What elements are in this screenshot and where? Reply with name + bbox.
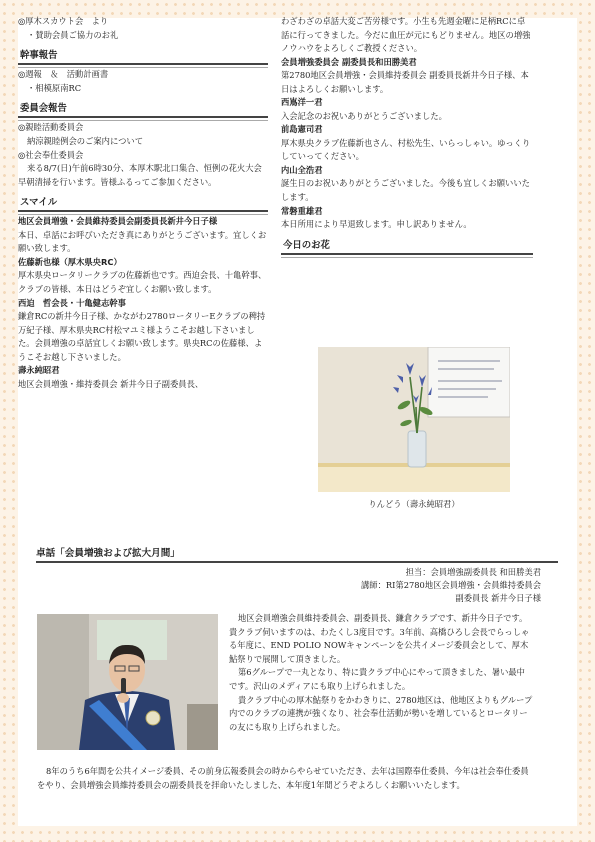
- smile-text: 厚木県央ロータリークラブの佐藤新也です。西迫会長、十亀幹事、クラブの皆様、本日はどうぞ宜しくお願い致します。: [18, 270, 267, 294]
- smile-name: 西迫 哲会長・十亀健志幹事: [18, 297, 126, 308]
- talk-host: 担当：会員増強副委員長 和田勝美君: [405, 567, 541, 577]
- talk-paragraph: 8年のうち6年間を公共イメージ委員、その前身広報委員会の時からやらせていただき、去年は国際奉仕委員、今年は社会奉仕委員をやり、会員増強会員維持委員会の副委員長を拝命いたしました、本年度1年間どうぞよろしくお願いいたします。: [37, 766, 529, 790]
- smile-name: 壽永純昭君: [18, 365, 60, 376]
- flower-heading: 今日のお花: [281, 236, 533, 255]
- flower-photo: [318, 347, 510, 492]
- smile-text: 鎌倉RCの新井今日子様、かながわ2780ロータリーEクラブの稗持万紀子様、厚木県央RC村松マユミ様ようこそお越し下さいました。会員増強の卓話宜しくお願い致します。県央RCの佐藤様、ようこそお越し下さいました。: [18, 310, 266, 362]
- talk-speaker-title: 副委員長 新井今日子様: [455, 593, 541, 603]
- talk-paragraph: 地区会員増強会員維持委員会、副委員長、鎌倉クラブです、新井今日子です。貴クラブ伺いますのは、わたくし3度目です。3年前、高橋ひろし会長でらっしゃる年度に、END POLIO NOWキャンペーンを公共イメージ委員会として、厚木鮎祭りで展開して頂きました。: [229, 613, 530, 664]
- smile-name: 会員増強委員会 副委員長和田勝美君: [281, 56, 417, 67]
- smile-text: 誕生日のお祝いありがとうございました。今後も宜しくお願いいたします。: [281, 178, 530, 202]
- smile-name: 西嶌洋一君: [281, 97, 323, 108]
- talk-title: 卓話「会員増強および拡大月間」: [36, 545, 558, 563]
- talk-paragraph: 貴クラブ中心の厚木鮎祭りをかわきりに、2780地区は、他地区よりもグループ内でのクラブの連携が強くなり、社会奉仕活動が勢いを増しているとロータリーの友にも取り上げられました。: [229, 694, 533, 732]
- kanji-heading: 幹事報告: [18, 46, 268, 65]
- talk-body: [229, 612, 533, 734]
- smile-text: 第2780地区会員増強・会員維持委員会 副委員長新井今日子様、本日はよろしくお願いします。: [281, 70, 529, 94]
- smile-continued-text: わざわざの卓話大変ご苦労様です。小生も先週金曜に足柄RCに卓話に行ってきました。今だに血圧が元にもどりません。地区の増強ノウハウをよろしくご教授ください。: [281, 16, 531, 54]
- speaker-photo: [37, 614, 218, 750]
- flower-caption: りんどう（壽永純昭君）: [368, 499, 460, 509]
- smile-name: 常磐重雄君: [281, 205, 323, 216]
- smile-text: 厚木県央クラブ佐藤新也さん、村松先生、いらっしゃい。ゆっくりしていってください。: [281, 137, 531, 162]
- right-column: [281, 15, 533, 258]
- smile-name: 前島憲司君: [281, 124, 323, 135]
- talk-paragraph: 第6グループで一丸となり、特に貴クラブ中心にやって頂きました、暑い最中です。沢山のメディアにも取り上げられました。: [229, 667, 525, 691]
- shakai-text: 来る8/7(日)午前6時30分、本厚木駅北口集合、恒例の花火大会早朝清掃を行います。皆様ふるってご参加ください。: [18, 163, 262, 187]
- kanji-item: ◎週報 ＆ 活動計画書: [18, 69, 109, 80]
- shinboku-title: ◎親睦活動委員会: [18, 122, 84, 133]
- smile-name: 佐藤新也様（厚木県央RC）: [18, 256, 122, 267]
- smile-text: 本日所用により早退致します。申し訳ありません。: [281, 218, 472, 229]
- kanji-item: ・相模原南RC: [27, 82, 82, 93]
- talk-speaker: 講師：RI第2780地区会員増強・会員維持委員会: [361, 580, 541, 590]
- shakai-title: ◎社会奉仕委員会: [18, 149, 84, 160]
- smile-name: 地区会員増強・会員維持委員会副委員長新井今日子様: [18, 216, 218, 227]
- scout-item: ・賛助会員ご協力のお礼: [27, 29, 119, 40]
- smile-text: 本日、卓話にお呼びいただき真にありがとうございます。宜しくお願い致します。: [18, 229, 267, 254]
- shinboku-text: 納涼親睦例会のご案内について: [27, 135, 143, 146]
- smile-text: 地区会員増強・維持委員会 新井今日子副委員長、: [18, 378, 204, 389]
- smile-heading: スマイル: [18, 193, 268, 212]
- iinkai-heading: 委員会報告: [18, 99, 268, 118]
- scout-title: ◎厚木スカウト会 より: [18, 16, 109, 26]
- smile-name: 内山全浩君: [281, 164, 323, 175]
- talk-body-continued: [37, 765, 533, 792]
- left-column: [18, 15, 268, 391]
- smile-text: 入会記念のお祝いありがとうございました。: [281, 110, 447, 121]
